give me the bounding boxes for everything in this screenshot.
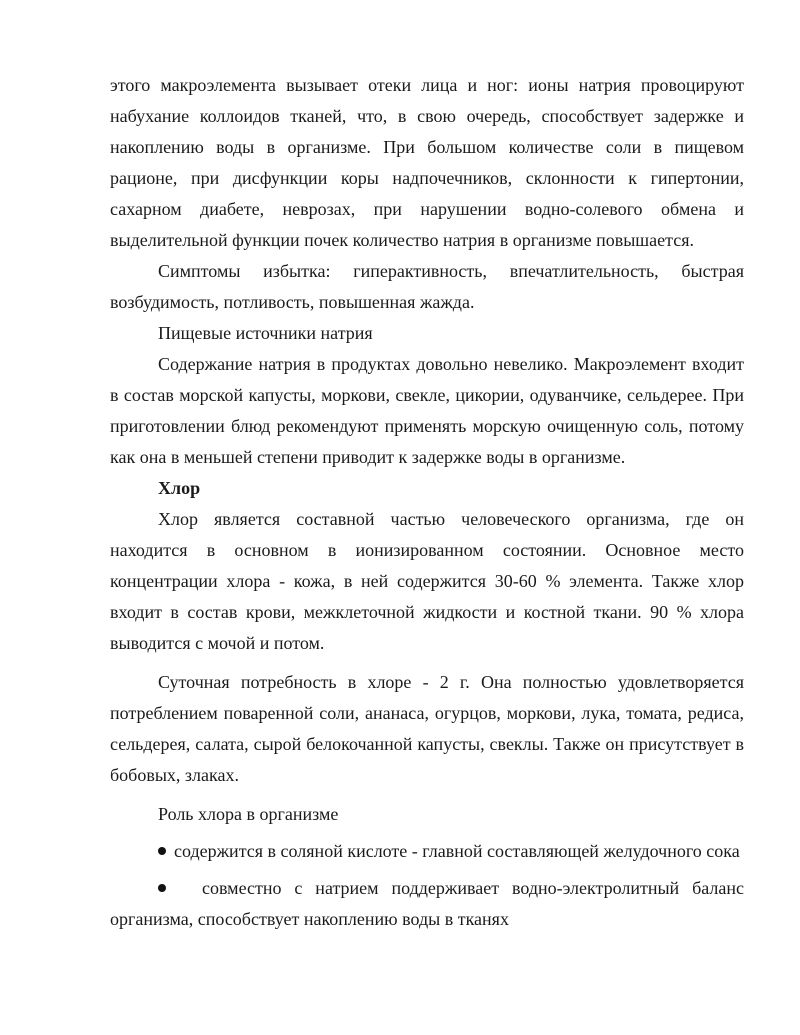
paragraph-excess-symptoms: Симптомы избытка: гиперактивность, впечатлительность, быстрая возбудимость, потливость, повышенная жажда. xyxy=(110,261,744,312)
list-item xyxy=(110,873,744,935)
bullet-icon xyxy=(158,847,166,855)
paragraph-sodium-sources-title: Пищевые источники натрия xyxy=(158,323,373,343)
paragraph-sodium-excess-cause: этого макроэлемента вызывает отеки лица и ног: ионы натрия провоцируют набухание коллоидов тканей, что, в свою очередь, способствует задержке и накоплению воды в организме. При большом количестве соли в пищевом рационе, при дисфункции коры надпочечников, склонности к гипертонии, сахарном диабете, неврозах, при нарушении водно-солевого обмена и выделительной функции почек количество натрия в организме повышается. xyxy=(110,75,744,250)
list-item-text: содержится в соляной кислоте - главной составляющей желудочного сока xyxy=(174,841,740,861)
document-page xyxy=(110,70,744,935)
list-item-text: совместно с натрием поддерживает водно-электролитный баланс организма, способствует накоплению воды в тканях xyxy=(110,878,744,929)
paragraph-chlorine-intro: Хлор является составной частью человеческого организма, где он находится в основном в ионизированном состоянии. Основное место концентрации хлора - кожа, в ней содержится 30-60 % элемента. Также хлор входит в состав крови, межклеточной жидкости и костной ткани. 90 % хлора выводится с мочой и потом. xyxy=(110,509,744,653)
bullet-icon xyxy=(158,884,166,892)
list-item xyxy=(110,836,744,867)
paragraph-chlorine-daily-need: Суточная потребность в хлоре - 2 г. Она полностью удовлетворяется потреблением поваренной соли, ананаса, огурцов, моркови, лука, томата, редиса, сельдерея, салата, сырой белокочанной капусты, свеклы. Также он присутствует в бобовых, злаках. xyxy=(110,672,744,785)
paragraph-chlorine-role-title: Роль хлора в организме xyxy=(158,804,339,824)
paragraph-sodium-sources: Содержание натрия в продуктах довольно невелико. Макроэлемент входит в состав морской капусты, моркови, свекле, цикории, одуванчике, сельдерее. При приготовлении блюд рекомендуют применять морскую очищенную соль, потому как она в меньшей степени приводит к задержке воды в организме. xyxy=(110,354,744,467)
section-heading-chlorine: Хлор xyxy=(158,478,201,498)
